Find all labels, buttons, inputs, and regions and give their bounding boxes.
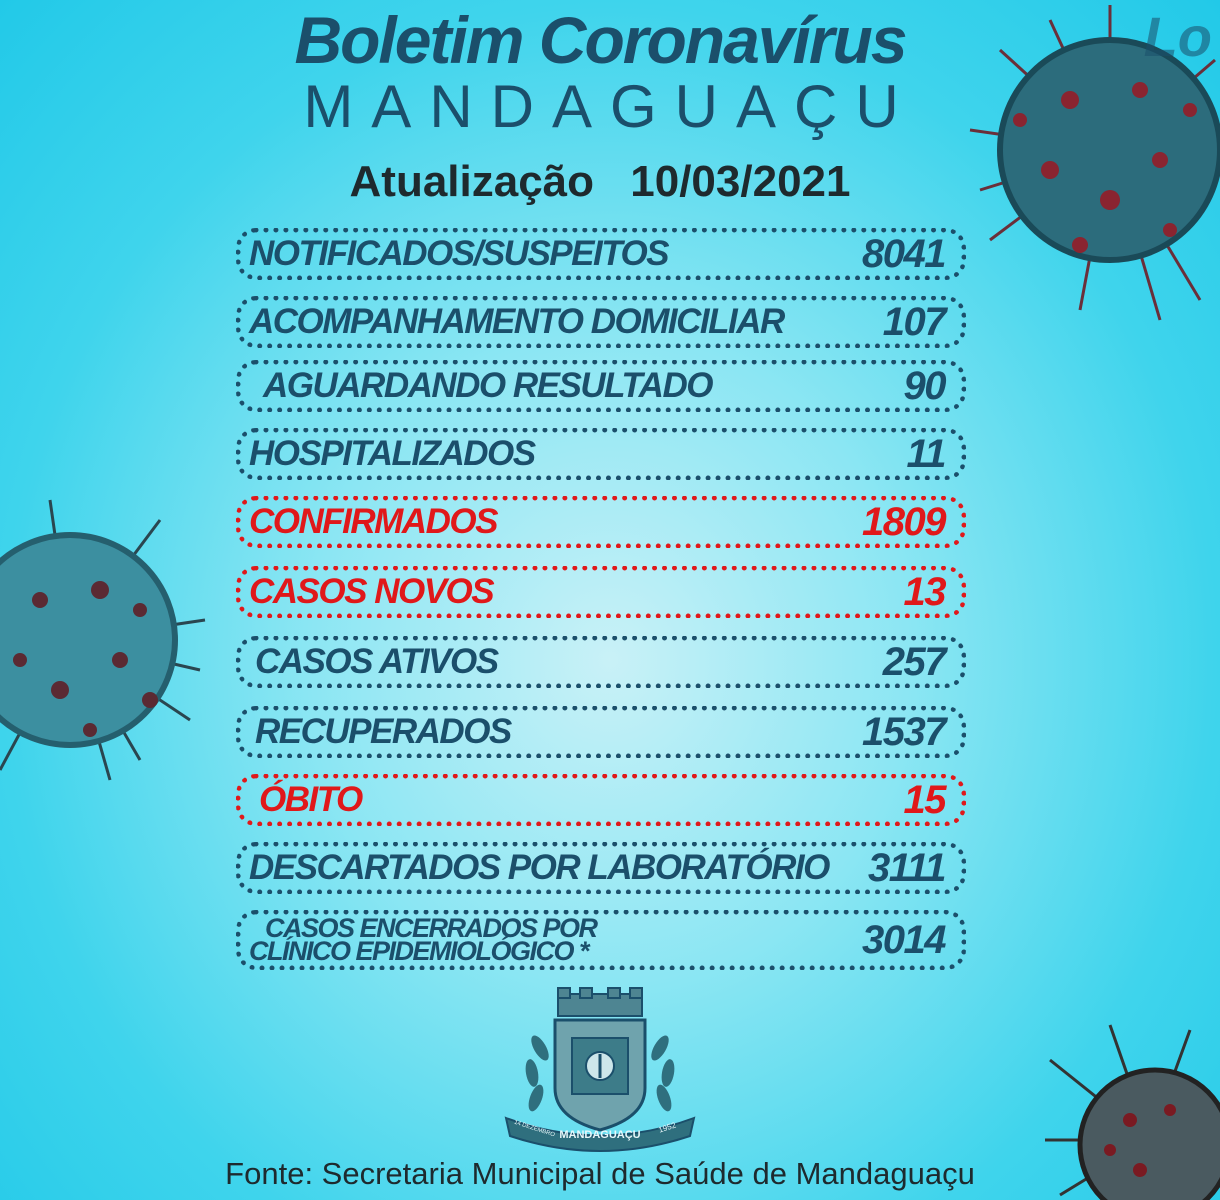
stat-label: AGUARDANDO RESULTADO [263,366,712,405]
stat-label: CONFIRMADOS [249,502,497,541]
stat-value: 11 [906,432,945,476]
update-date: 10/03/2021 [630,157,851,206]
city-name: MANDAGUAÇU [303,73,917,140]
stat-row-notificados [236,228,966,280]
stat-value: 3111 [867,846,945,890]
stat-label [249,913,669,966]
stat-label-line1: CASOS ENCERRADOS POR [265,913,597,943]
stat-row-acompanhamento [236,296,966,348]
stat-label: DESCARTADOS POR LABORATÓRIO [249,848,829,887]
source-footer: Fonte: Secretaria Municipal de Saúde de Mandaguaçu [225,1156,975,1191]
stat-row-confirmados [236,496,966,548]
stat-label-line2: CLÍNICO EPIDEMIOLÓGICO * [249,936,589,966]
stat-value: 1537 [862,710,945,754]
stat-row-encerrados [236,910,966,970]
crest-left-text: 14 DEZEMBRO [513,1119,556,1139]
corner-partial-text: Lo [1143,5,1212,68]
stat-label: HOSPITALIZADOS [249,434,535,473]
update-line [0,152,1200,212]
bulletin-title: Boletim Coronavírus [294,3,906,77]
stat-value: 257 [882,640,945,684]
stat-value: 15 [903,778,945,822]
stat-value: 1809 [862,500,945,544]
stat-row-casos-ativos [236,636,966,688]
stat-row-recuperados [236,706,966,758]
stat-value: 90 [903,364,945,408]
stat-label: ÓBITO [259,780,362,819]
stat-value: 13 [903,570,945,614]
stat-row-hospitalizados [236,428,966,480]
stat-label: CASOS ATIVOS [255,642,498,681]
stat-label: CASOS NOVOS [249,572,494,611]
stat-row-casos-novos [236,566,966,618]
crest-right-text: 1952 [657,1120,678,1135]
stat-value: 3014 [862,918,945,962]
stat-label: NOTIFICADOS/SUSPEITOS [249,234,669,273]
stat-label: RECUPERADOS [255,712,511,751]
stat-row-descartados [236,842,966,894]
update-label: Atualização [349,157,595,206]
stat-value: 107 [882,300,945,344]
stat-value: 8041 [862,232,945,276]
stat-row-obito [236,774,966,826]
stat-label: ACOMPANHAMENTO DOMICILIAR [249,302,784,341]
virus-illustration-left [0,490,220,790]
stat-row-aguardando [236,360,966,412]
crest-banner-text: MANDAGUAÇU [559,1129,641,1141]
municipal-crest-emblem [500,988,700,1148]
